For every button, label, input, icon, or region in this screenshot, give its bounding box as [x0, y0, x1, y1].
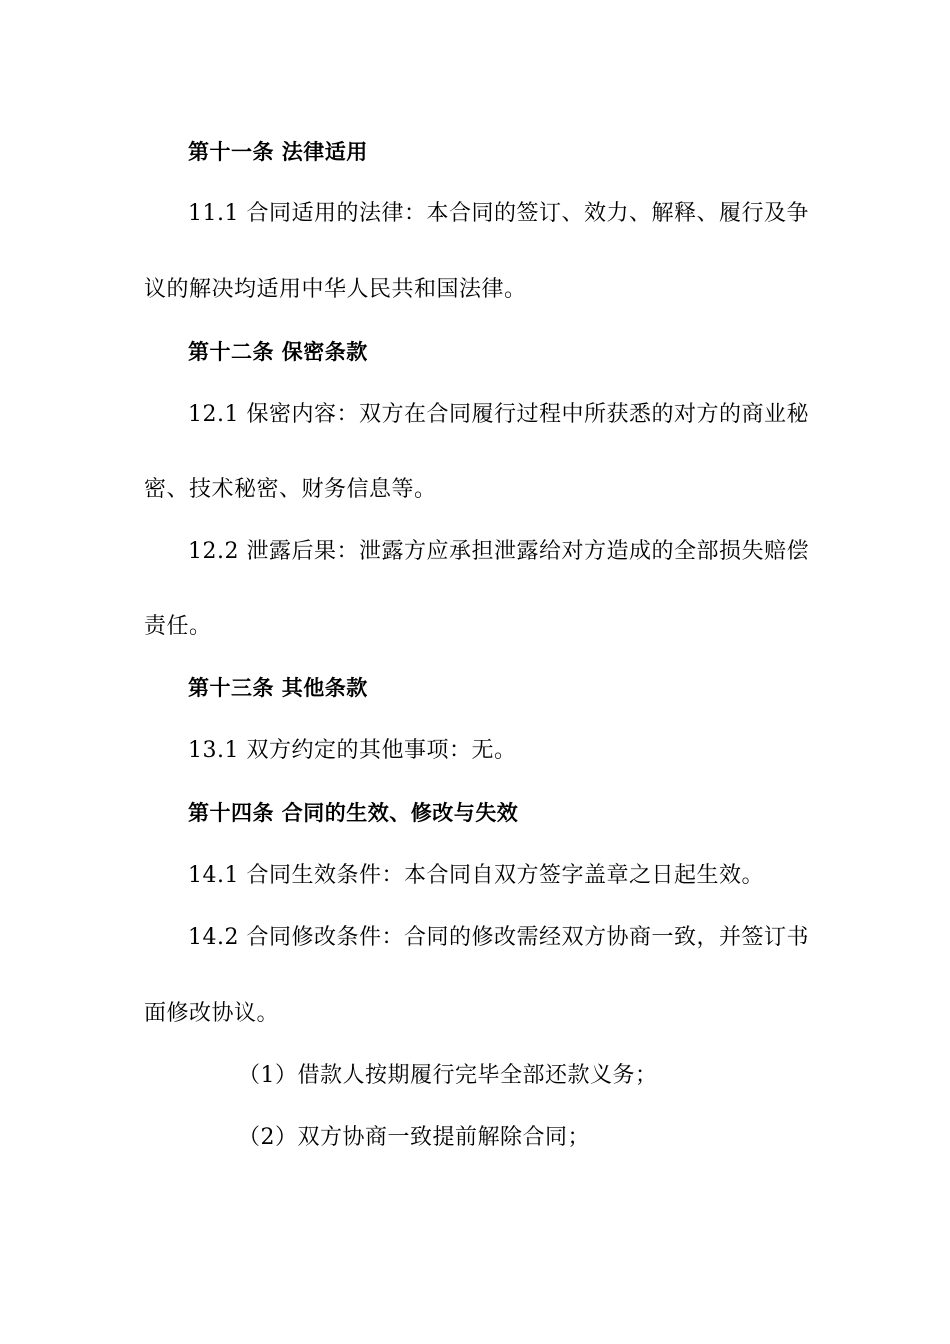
clause-12-2-line-1: 12.2 泄露后果：泄露方应承担泄露给对方造成的全部损失赔偿: [188, 539, 809, 564]
section-heading-14: 第十四条 合同的生效、修改与失效: [188, 801, 519, 825]
clause-14-2-line-2: 面修改协议。: [144, 1001, 280, 1026]
clause-12-1-line-1: 12.1 保密内容：双方在合同履行过程中所获悉的对方的商业秘: [188, 402, 809, 427]
clause-12-2-line-2: 责任。: [144, 614, 212, 639]
clause-13-1: 13.1 双方约定的其他事项：无。: [188, 738, 517, 763]
list-item-1: （1）借款人按期履行完毕全部还款义务；: [238, 1063, 658, 1088]
section-heading-13: 第十三条 其他条款: [188, 676, 368, 700]
clause-12-1-line-2: 密、技术秘密、财务信息等。: [144, 477, 437, 502]
clause-11-1-line-2: 议的解决均适用中华人民共和国法律。: [144, 277, 527, 302]
section-heading-12: 第十二条 保密条款: [188, 340, 368, 364]
section-heading-11: 第十一条 法律适用: [188, 140, 368, 164]
list-item-2: （2）双方协商一致提前解除合同；: [238, 1125, 590, 1150]
clause-14-1: 14.1 合同生效条件：本合同自双方签字盖章之日起生效。: [188, 863, 764, 888]
clause-14-2-line-1: 14.2 合同修改条件：合同的修改需经双方协商一致，并签订书: [188, 925, 809, 950]
clause-11-1-line-1: 11.1 合同适用的法律：本合同的签订、效力、解释、履行及争: [188, 201, 809, 226]
